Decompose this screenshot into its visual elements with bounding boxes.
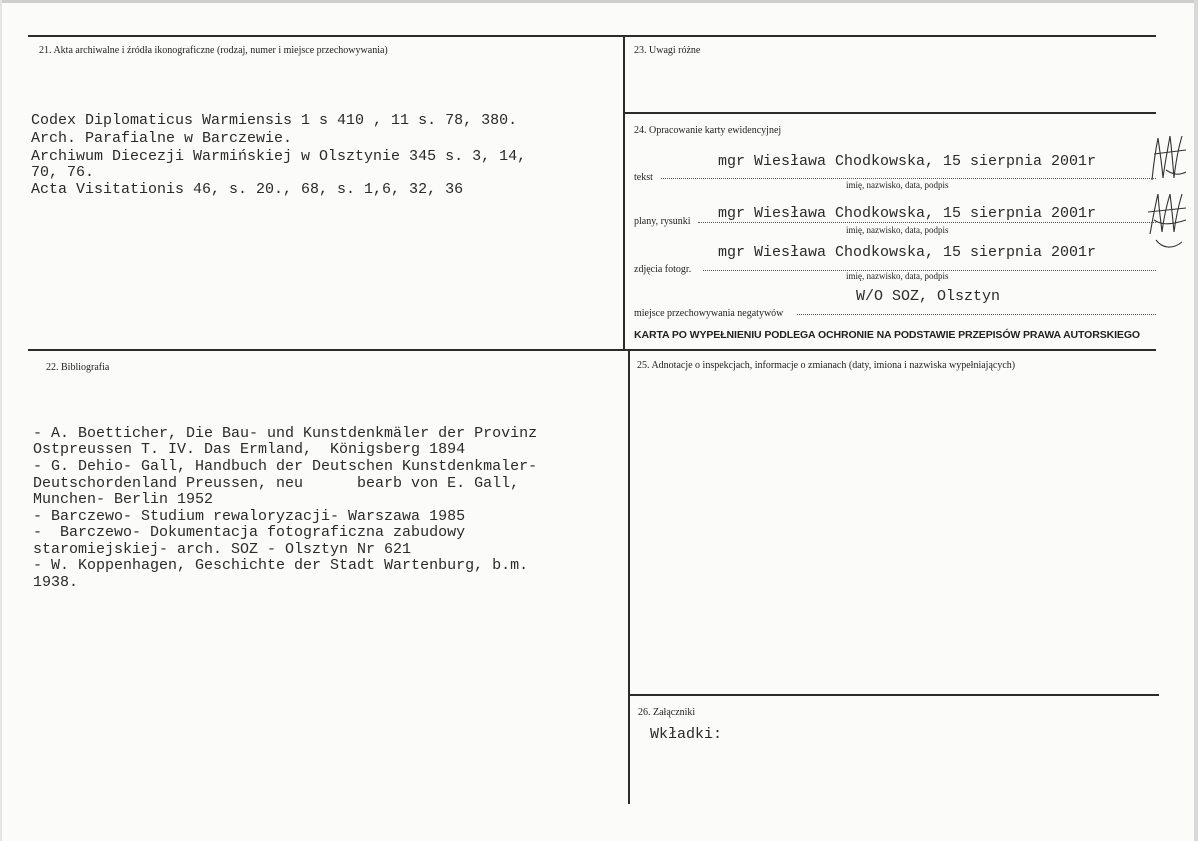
author-photos-field-label: zdjęcia fotogr. xyxy=(634,264,692,275)
bibliography-line: - G. Dehio- Gall, Handbuch der Deutschen Kunstdenkmaler- xyxy=(33,458,538,475)
center-divider-upper xyxy=(623,35,625,351)
bibliography-line: Munchen- Berlin 1952 xyxy=(33,491,214,508)
bibliography-line: - A. Boetticher, Die Bau- und Kunstdenkmäler der Provinz xyxy=(33,425,538,442)
section26-top-rule xyxy=(629,694,1159,696)
section21-line: 70, 76. xyxy=(31,164,95,181)
section23-bottom-rule xyxy=(624,112,1156,114)
scan-edge-top xyxy=(0,0,1198,3)
author-drawings-dotted-line xyxy=(698,222,1156,223)
section21-line: Codex Diplomaticus Warmiensis 1 s 410 , 11 s. 78, 380. xyxy=(31,112,518,129)
negatives-location-label: miejsce przechowywania negatywów xyxy=(634,308,784,319)
scan-edge-left xyxy=(0,0,2,841)
section21-line: Archiwum Diecezji Warmińskiej w Olsztynie 345 s. 3, 14, xyxy=(31,148,527,165)
section26-label: 26. Załączniki xyxy=(638,707,696,718)
author-text-field-label: tekst xyxy=(634,172,653,183)
author-drawings-caption: imię, nazwisko, data, podpis xyxy=(846,225,949,235)
center-divider-lower xyxy=(628,350,630,804)
bibliography-line: Deutschordenland Preussen, neu bearb von E. Gall, xyxy=(33,475,520,492)
section21-line: Arch. Parafialne w Barczewie. xyxy=(31,130,293,147)
bibliography-line: - Barczewo- Dokumentacja fotograficzna zabudowy xyxy=(33,524,466,541)
top-rule xyxy=(28,35,1156,37)
author-drawings-field-label: plany, rysunki xyxy=(634,216,691,227)
section25-label: 25. Adnotacje o inspekcjach, informacje o zmianach (daty, imiona i nazwiska wypełniających) xyxy=(637,360,1016,371)
section21-label: 21. Akta archiwalne i źródła ikonograficzne (rodzaj, numer i miejsce przechowywania) xyxy=(39,45,388,56)
section21-line: Acta Visitationis 46, s. 20., 68, s. 1,6, 32, 36 xyxy=(31,181,464,198)
bibliography-line: Ostpreussen T. IV. Das Ermland, Königsberg 1894 xyxy=(33,441,466,458)
author-text-value: mgr Wiesława Chodkowska, 15 sierpnia 2001r xyxy=(718,153,1097,170)
bibliography-line: - Barczewo- Studium rewaloryzacji- Warszawa 1985 xyxy=(33,508,466,525)
author-photos-caption: imię, nazwisko, data, podpis xyxy=(846,271,949,281)
negatives-location-value: W/O SOZ, Olsztyn xyxy=(856,288,1001,305)
copyright-notice: KARTA PO WYPEŁNIENIU PODLEGA OCHRONIE NA PODSTAWIE PRZEPISÓW PRAWA AUTORSKIEGO xyxy=(634,329,1140,341)
negatives-dotted-line xyxy=(797,314,1156,315)
section24-label: 24. Opracowanie karty ewidencyjnej xyxy=(634,125,782,136)
author-photos-value: mgr Wiesława Chodkowska, 15 sierpnia 2001r xyxy=(718,244,1097,261)
author-drawings-value: mgr Wiesława Chodkowska, 15 sierpnia 2001r xyxy=(718,205,1097,222)
attachments-value: Wkładki: xyxy=(650,726,723,743)
section23-label: 23. Uwagi różne xyxy=(634,45,701,56)
bibliography-line: staromiejskiej- arch. SOZ - Olsztyn Nr 621 xyxy=(33,541,412,558)
bibliography-line: 1938. xyxy=(33,574,79,591)
author-text-caption: imię, nazwisko, data, podpis xyxy=(846,180,949,190)
section22-label: 22. Bibliografia xyxy=(46,362,110,373)
handwritten-signature xyxy=(1146,190,1190,254)
middle-rule xyxy=(28,349,1156,351)
bibliography-line: - W. Koppenhagen, Geschichte der Stadt Wartenburg, b.m. xyxy=(33,557,529,574)
scan-edge-right xyxy=(1194,0,1198,841)
handwritten-signature xyxy=(1148,130,1190,186)
author-text-dotted-line xyxy=(661,178,1156,179)
